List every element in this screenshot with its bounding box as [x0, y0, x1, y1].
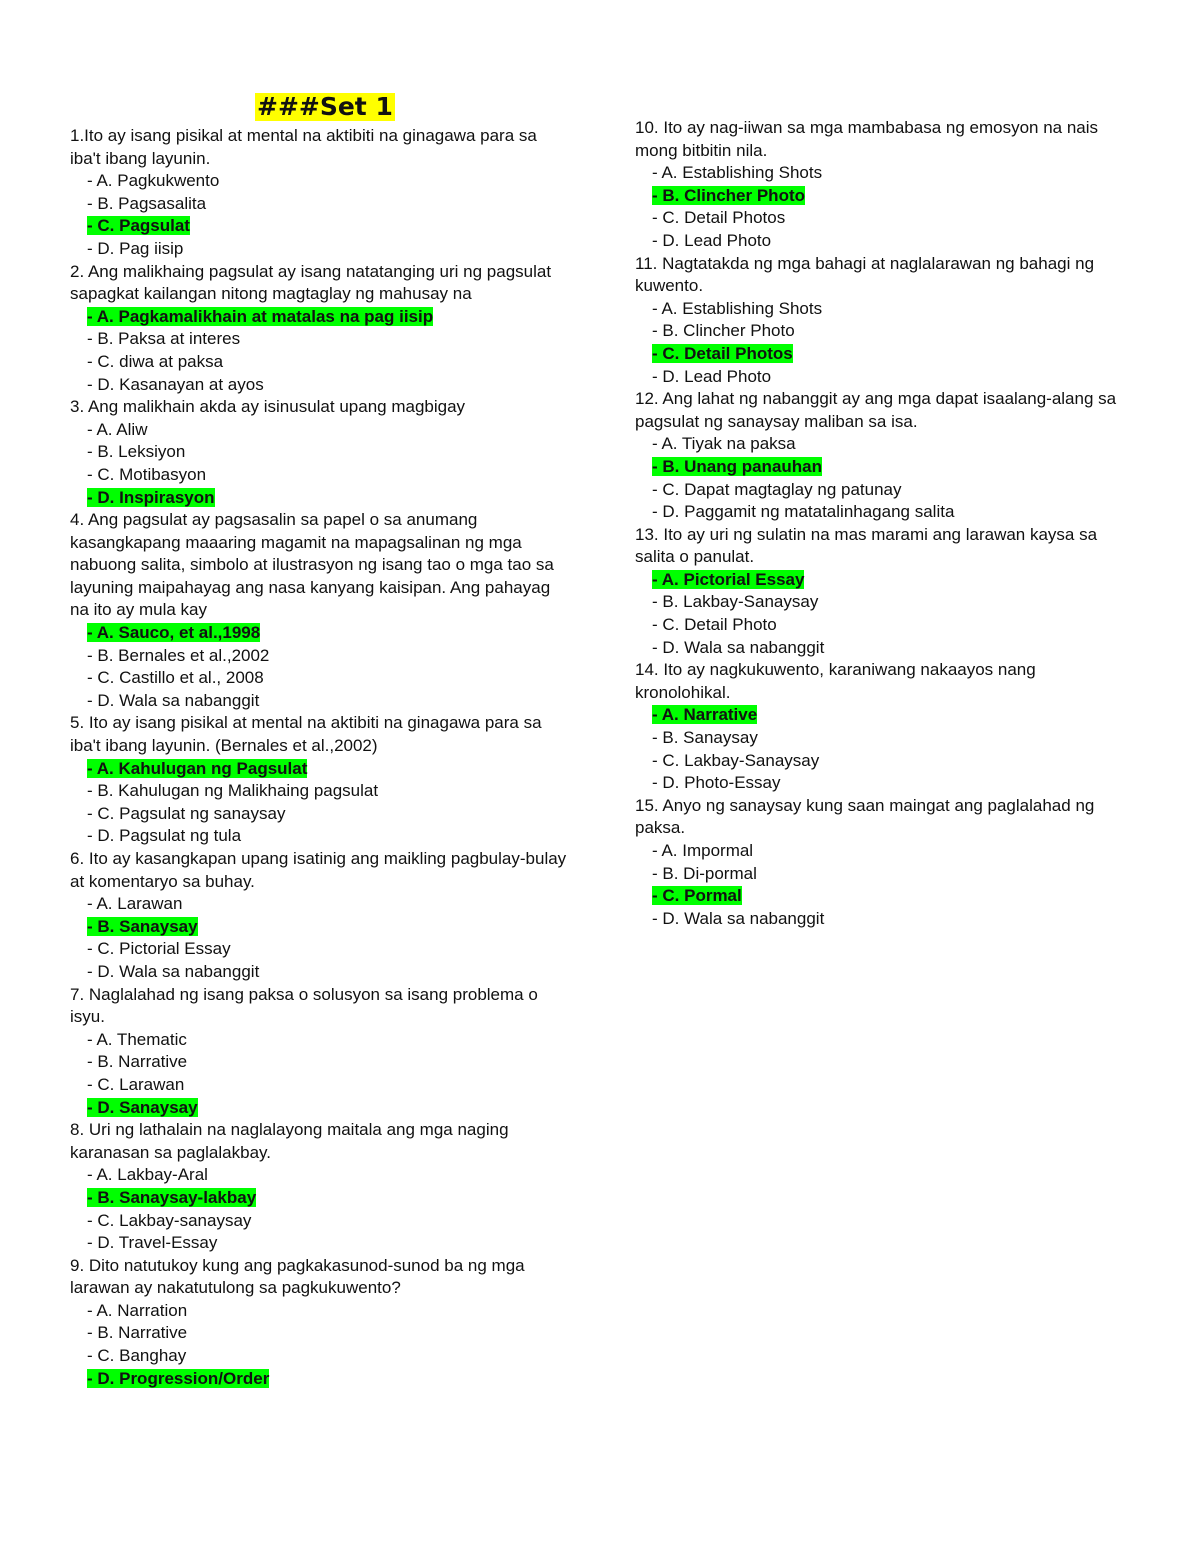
option-prefix: -: [87, 374, 98, 394]
answer-option: [635, 772, 1135, 795]
answer-option: [70, 328, 570, 351]
answer-option: [635, 637, 1135, 660]
option-label: B. Lakbay-Sanaysay: [662, 592, 819, 612]
option-label: D. Pagsulat ng tula: [97, 826, 242, 846]
answer-option: [635, 298, 1135, 321]
option-label: - B. Clincher Photo: [652, 185, 805, 205]
option-prefix: -: [652, 366, 663, 386]
option-prefix: -: [87, 894, 97, 914]
question-text: 2. Ang malikhaing pagsulat ay isang natatanging uri ng pagsulat sapagkat kailangan nitong magtaglay ng mahusay na: [70, 261, 552, 304]
option-prefix: -: [87, 1165, 97, 1185]
option-prefix: -: [87, 961, 98, 981]
option-label: - A. Pagkamalikhain at matalas na pag iisip: [87, 306, 434, 326]
option-prefix: -: [652, 637, 663, 657]
option-prefix: -: [87, 826, 98, 846]
option-label: C. Banghay: [97, 1346, 187, 1366]
option-prefix: -: [87, 1346, 98, 1366]
option-label: - D. Sanaysay: [87, 1097, 198, 1117]
option-label: B. Paksa at interes: [97, 329, 241, 349]
answer-option: [70, 780, 570, 803]
option-prefix: -: [652, 502, 663, 522]
option-label: C. Motibasyon: [97, 464, 207, 484]
answer-option: [70, 825, 570, 848]
option-prefix: -: [652, 728, 663, 748]
option-label: C. Lakbay-sanaysay: [97, 1210, 252, 1230]
question-text: 7. Naglalahad ng isang paksa o solusyon sa isang problema o isyu.: [70, 984, 538, 1027]
option-prefix: -: [87, 1052, 98, 1072]
option-label: - C. Detail Photos: [652, 343, 793, 363]
answer-option: [70, 961, 570, 984]
option-label: D. Wala sa nabanggit: [97, 961, 260, 981]
answer-option: [70, 464, 570, 487]
option-prefix: -: [87, 668, 98, 688]
answer-option: [70, 1300, 570, 1323]
option-label: C. Dapat magtaglay ng patunay: [662, 479, 902, 499]
option-prefix: -: [652, 841, 662, 860]
title-wrap: [255, 93, 395, 121]
answer-option-correct: [70, 487, 570, 510]
answer-option: [635, 230, 1135, 253]
option-prefix: -: [652, 230, 663, 250]
question-text: 4. Ang pagsulat ay pagsasalin sa papel o sa anumang kasangkapang maaaring magamit na mapagsalinan ng mga nabuong salita, simbolo at ilustrasyon ng isang tao o mga tao sa layuning maipahayag ang nasa kanyang kaisipan. Ang pahayag na ito ay mula kay: [70, 510, 554, 620]
option-prefix: -: [87, 1210, 98, 1230]
option-prefix: -: [87, 1074, 98, 1094]
option-label: - B. Unang panauhan: [652, 456, 822, 476]
answer-option-correct: [635, 569, 1135, 592]
option-label: A. Narration: [96, 1300, 188, 1320]
option-label: B. Kahulugan ng Malikhaing pagsulat: [97, 781, 379, 801]
option-prefix: -: [87, 171, 97, 191]
question-text: 10. Ito ay nag-iiwan sa mga mambabasa ng emosyon na nais mong bitbitin nila.: [635, 118, 1099, 160]
answer-option: [70, 170, 570, 193]
option-label: C. Pagsulat ng sanaysay: [97, 803, 286, 823]
question-text: 5. Ito ay isang pisikal at mental na aktibiti na ginagawa para sa iba't ibang layunin. (Bernales et al.,2002): [70, 713, 542, 756]
option-label: D. Wala sa nabanggit: [662, 637, 825, 657]
option-prefix: -: [87, 216, 98, 236]
option-prefix: -: [87, 419, 97, 439]
answer-option: [635, 863, 1135, 886]
option-label: D. Photo-Essay: [662, 773, 781, 793]
answer-option: [635, 727, 1135, 750]
option-label: A. Impormal: [661, 841, 754, 860]
option-prefix: -: [652, 773, 663, 793]
option-prefix: -: [652, 592, 663, 612]
answer-option: [70, 374, 570, 397]
option-prefix: -: [652, 908, 663, 928]
option-prefix: -: [652, 321, 663, 341]
option-label: A. Larawan: [96, 894, 183, 914]
answer-option: [70, 419, 570, 442]
option-label: - A. Narrative: [652, 705, 758, 725]
answer-option-correct: [70, 1097, 570, 1120]
option-label: D. Paggamit ng matatalinhagang salita: [662, 502, 955, 522]
option-label: A. Lakbay-Aral: [96, 1165, 208, 1185]
answer-option: [635, 207, 1135, 230]
answer-option: [70, 441, 570, 464]
option-prefix: -: [652, 434, 662, 454]
answer-option-correct: [70, 215, 570, 238]
answer-option-correct: [70, 916, 570, 939]
answer-option: [70, 893, 570, 916]
option-label: A. Aliw: [96, 419, 148, 439]
answer-option-correct: [70, 758, 570, 781]
answer-option: [70, 1232, 570, 1255]
option-label: - A. Sauco, et al.,1998: [87, 623, 261, 643]
answer-option-correct: [635, 885, 1135, 908]
questions-column-right: [635, 117, 1135, 930]
option-label: C. Pictorial Essay: [97, 939, 231, 959]
answer-option-correct: [70, 306, 570, 329]
answer-option: [70, 645, 570, 668]
question-text: 13. Ito ay uri ng sulatin na mas marami ang larawan kaysa sa salita o panulat.: [635, 524, 1098, 567]
answer-option: [70, 1029, 570, 1052]
option-label: D. Wala sa nabanggit: [97, 690, 260, 710]
answer-option: [635, 840, 1135, 863]
answer-option-correct: [635, 185, 1135, 208]
question-text: 11. Nagtatakda ng mga bahagi at naglalarawan ng bahagi ng kuwento.: [635, 253, 1095, 296]
answer-option: [70, 1074, 570, 1097]
option-prefix: -: [652, 208, 663, 228]
option-label: C. Larawan: [97, 1074, 185, 1094]
question-text: 9. Dito natutukoy kung ang pagkakasunod-sunod ba ng mga larawan ay nakatutulong sa pagkukuwento?: [70, 1255, 525, 1298]
answer-option: [70, 803, 570, 826]
option-label: D. Lead Photo: [662, 366, 772, 386]
option-label: C. Lakbay-Sanaysay: [662, 750, 820, 770]
option-label: B. Narrative: [97, 1052, 188, 1072]
answer-option-correct: [70, 622, 570, 645]
option-prefix: -: [87, 1300, 97, 1320]
option-label: C. Pagsulat: [97, 216, 190, 236]
option-label: - C. Pormal: [652, 886, 742, 906]
option-prefix: -: [87, 690, 98, 710]
question-text: 12. Ang lahat ng nabanggit ay ang mga dapat isaalang-alang sa pagsulat ng sanaysay maliban sa isa.: [635, 389, 1117, 431]
answer-option-correct: [70, 1368, 570, 1391]
answer-option-correct: [635, 456, 1135, 479]
option-prefix: -: [87, 1233, 98, 1253]
option-prefix: -: [87, 645, 98, 665]
answer-option: [70, 351, 570, 374]
option-prefix: -: [652, 615, 663, 635]
option-label: B. Sanaysay: [662, 728, 758, 748]
option-label: B. Pagsasalita: [97, 193, 207, 213]
question-text: 8. Uri ng lathalain na naglalayong maitala ang mga naging karanasan sa paglalakbay.: [70, 1120, 509, 1162]
option-prefix: -: [87, 193, 98, 213]
option-prefix: -: [87, 781, 98, 801]
option-prefix: -: [652, 863, 663, 883]
questions-column-left: [70, 125, 570, 1390]
option-label: A. Thematic: [96, 1029, 187, 1049]
option-label: B. Narrative: [97, 1323, 188, 1343]
option-label: D. Wala sa nabanggit: [662, 908, 825, 928]
option-label: C. diwa at paksa: [97, 351, 224, 371]
option-prefix: -: [87, 803, 98, 823]
question-text: 14. Ito ay nagkukuwento, karaniwang nakaayos nang kronolohikal.: [635, 660, 1036, 702]
option-label: - B. Sanaysay-lakbay: [87, 1187, 257, 1207]
option-label: B. Bernales et al.,2002: [97, 645, 270, 665]
question-text: 3. Ang malikhain akda ay isinusulat upang magbigay: [70, 397, 466, 417]
answer-option: [70, 938, 570, 961]
answer-option: [635, 501, 1135, 524]
option-label: - A. Pictorial Essay: [652, 569, 805, 589]
answer-option: [70, 1164, 570, 1187]
option-prefix: -: [652, 750, 663, 770]
option-label: C. Castillo et al., 2008: [97, 668, 264, 688]
answer-option: [635, 479, 1135, 502]
option-label: - D. Progression/Order: [87, 1368, 270, 1388]
answer-option: [635, 614, 1135, 637]
option-label: B. Di-pormal: [662, 863, 757, 883]
question-text: 6. Ito ay kasangkapan upang isatinig ang maikling pagbulay-bulay at komentaryo sa buhay.: [70, 849, 567, 891]
answer-option-correct: [635, 343, 1135, 366]
option-label: C. Detail Photo: [662, 615, 777, 635]
answer-option: [635, 908, 1135, 931]
answer-option: [635, 320, 1135, 343]
option-prefix: -: [87, 351, 98, 371]
option-label: D. Lead Photo: [662, 230, 772, 250]
option-label: C. Detail Photos: [662, 208, 786, 228]
option-label: D. Travel-Essay: [97, 1233, 218, 1253]
answer-option: [70, 1051, 570, 1074]
option-label: A. Establishing Shots: [661, 298, 823, 318]
answer-option: [635, 433, 1135, 456]
option-label: A. Pagkukwento: [96, 171, 220, 191]
answer-option: [635, 162, 1135, 185]
option-label: D. Kasanayan at ayos: [97, 374, 264, 394]
option-label: B. Clincher Photo: [662, 321, 795, 341]
option-prefix: -: [87, 238, 98, 258]
option-prefix: -: [87, 329, 98, 349]
answer-option: [635, 366, 1135, 389]
answer-option: [70, 667, 570, 690]
option-label: - B. Sanaysay: [87, 916, 198, 936]
option-label: A. Establishing Shots: [661, 163, 823, 183]
answer-option: [635, 750, 1135, 773]
option-prefix: -: [652, 479, 663, 499]
option-prefix: -: [87, 442, 98, 462]
option-label: - D. Inspirasyon: [87, 487, 215, 507]
answer-option: [70, 238, 570, 261]
option-label: - A. Kahulugan ng Pagsulat: [87, 758, 308, 778]
option-prefix: -: [87, 1323, 98, 1343]
answer-option: [70, 1322, 570, 1345]
option-label: D. Pag iisip: [97, 238, 184, 258]
option-prefix: -: [652, 163, 662, 183]
answer-option-correct: [635, 704, 1135, 727]
option-prefix: -: [87, 1029, 97, 1049]
option-prefix: -: [87, 464, 98, 484]
question-text: 1.Ito ay isang pisikal at mental na aktibiti na ginagawa para sa iba't ibang layunin.: [70, 126, 537, 168]
answer-option: [70, 690, 570, 713]
answer-option: [70, 1345, 570, 1368]
answer-option: [70, 193, 570, 216]
answer-option: [635, 591, 1135, 614]
answer-option-correct: [70, 1187, 570, 1210]
answer-option: [70, 1210, 570, 1233]
option-prefix: -: [87, 939, 98, 959]
document-title: ###Set 1: [257, 92, 393, 121]
option-label: B. Leksiyon: [97, 442, 186, 462]
question-text: 15. Anyo ng sanaysay kung saan maingat ang paglalahad ng paksa.: [635, 795, 1095, 838]
option-prefix: -: [652, 298, 662, 318]
option-label: A. Tiyak na paksa: [661, 434, 796, 454]
